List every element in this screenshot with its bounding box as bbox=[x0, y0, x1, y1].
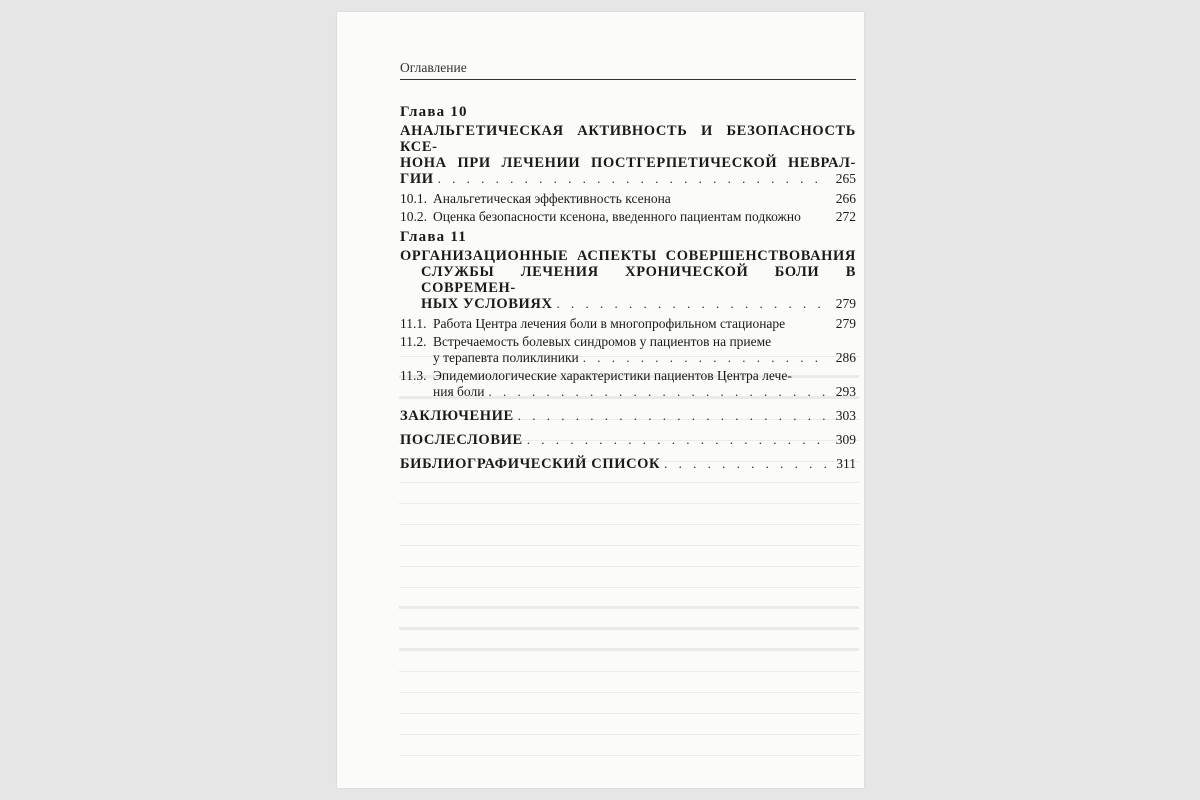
chapter-10-page: 265 bbox=[835, 171, 856, 186]
section-number: 10.1. bbox=[400, 191, 427, 206]
chapter-10-title-line3 bbox=[400, 171, 856, 187]
chapter-10-title-line1: АНАЛЬГЕТИЧЕСКАЯ АКТИВНОСТЬ И БЕЗОПАСНОСТЬ КСЕ- bbox=[400, 123, 856, 155]
leader-dots bbox=[553, 296, 830, 312]
section-title-line1: Эпидемиологические характеристики пациентов Центра лече- bbox=[433, 368, 792, 383]
chapter-11-page: 279 bbox=[835, 296, 856, 311]
toc-entry-11-3 bbox=[400, 368, 856, 400]
book-page bbox=[337, 12, 864, 788]
leader-dots bbox=[434, 171, 830, 187]
toc-entry-11-1 bbox=[400, 316, 856, 332]
toc-entry-10-2 bbox=[400, 209, 856, 225]
chapter-11-title-line1: ОРГАНИЗАЦИОННЫЕ АСПЕКТЫ СОВЕРШЕНСТВОВАНИЯ bbox=[400, 248, 856, 264]
section-title: Анальгетическая эффективность ксенона bbox=[433, 191, 671, 206]
chapter-10-title-line2: НОНА ПРИ ЛЕЧЕНИИ ПОСТГЕРПЕТИЧЕСКОЙ НЕВРАЛ- bbox=[400, 155, 856, 171]
section-number: 10.2. bbox=[400, 209, 427, 224]
toc-entry-10-1 bbox=[400, 191, 856, 207]
toc-entry-conclusion bbox=[400, 408, 856, 424]
entry-title: ПОСЛЕСЛОВИЕ bbox=[400, 432, 523, 448]
running-head: Оглавление bbox=[400, 60, 856, 80]
chapter-10-title-tail: ГИИ bbox=[400, 171, 434, 187]
chapter-11-title-tail: НЫХ УСЛОВИЯХ bbox=[421, 296, 553, 312]
chapter-11-title-line3 bbox=[400, 296, 856, 312]
entry-title: БИБЛИОГРАФИЧЕСКИЙ СПИСОК bbox=[400, 456, 661, 472]
section-page: 293 bbox=[835, 384, 856, 399]
toc-entry-bibliography bbox=[400, 456, 856, 472]
entry-page: 309 bbox=[835, 432, 856, 447]
chapter-11-label: Глава 11 bbox=[400, 229, 467, 245]
section-title-line2: у терапевта поликлиники bbox=[433, 350, 579, 365]
leader-dots bbox=[660, 456, 830, 472]
entry-title: ЗАКЛЮЧЕНИЕ bbox=[400, 408, 514, 424]
table-of-contents bbox=[400, 104, 856, 472]
section-number: 11.2. bbox=[400, 334, 427, 349]
leader-dots bbox=[514, 408, 830, 424]
section-title: Оценка безопасности ксенона, введенного пациентам подкожно bbox=[433, 209, 801, 224]
section-page: 286 bbox=[835, 350, 856, 365]
leader-dots bbox=[523, 432, 830, 448]
entry-page: 311 bbox=[836, 456, 856, 471]
section-page: 279 bbox=[835, 316, 856, 331]
section-title-line2: ния боли bbox=[433, 384, 485, 399]
chapter-11-title-line2: СЛУЖБЫ ЛЕЧЕНИЯ ХРОНИЧЕСКОЙ БОЛИ В СОВРЕМЕН- bbox=[421, 264, 856, 296]
toc-entry-afterword bbox=[400, 432, 856, 448]
section-number: 11.1. bbox=[400, 316, 427, 331]
section-page: 272 bbox=[835, 209, 856, 224]
section-title-line1: Встречаемость болевых синдромов у пациентов на приеме bbox=[433, 334, 772, 349]
entry-page: 303 bbox=[835, 408, 856, 423]
section-page: 266 bbox=[835, 191, 856, 206]
section-number: 11.3. bbox=[400, 368, 427, 383]
chapter-10-label: Глава 10 bbox=[400, 104, 468, 120]
section-title: Работа Центра лечения боли в многопрофильном стационаре bbox=[433, 316, 786, 331]
leader-dots bbox=[484, 384, 826, 400]
toc-entry-11-2 bbox=[400, 334, 856, 366]
leader-dots bbox=[579, 350, 826, 366]
